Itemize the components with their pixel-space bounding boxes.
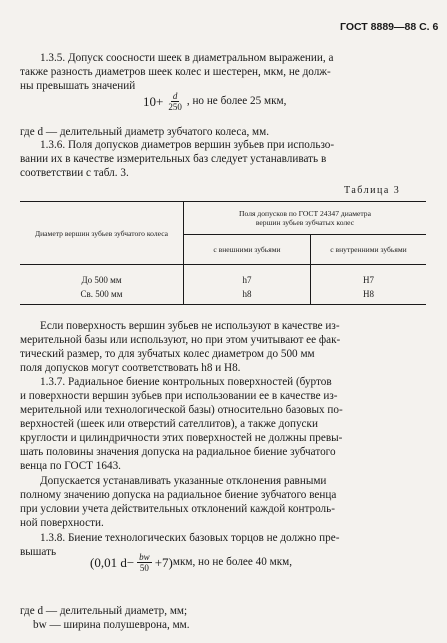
formula-2-denominator: 50 — [139, 563, 149, 573]
formula-1-left: 10+ — [143, 93, 164, 109]
formula-2-close: +7) — [154, 554, 173, 570]
table-row-2-external: h8 — [184, 285, 311, 305]
formula-2-fraction — [137, 552, 152, 573]
p135-line2: также разность диаметров шеек колес и шестерен, мкм, не долж- — [20, 66, 331, 78]
sub-header-internal: с внутренними зубьями — [311, 235, 427, 265]
p136-line2: вании их в качестве измерительных баз следует устанавливать в — [20, 153, 327, 165]
p137-line5: круглости и цилиндричности этих поверхностей не должны превы- — [20, 432, 343, 444]
col-header-diameter: Диаметр вершин зубьев зубчатого колеса — [20, 202, 184, 265]
para-after-line1: Если поверхность вершин зубьев не используют в качестве из- — [40, 320, 340, 332]
formula-1-numerator: d — [172, 91, 178, 101]
p135-line1: 1.3.5. Допуск соосности шеек в диаметральном выражении, а — [40, 52, 334, 64]
table-row-2-diameter: Св. 500 мм — [20, 285, 184, 305]
para-allowed-line3: при условии учета действительных отклонений каждой контроль- — [20, 503, 335, 515]
p137-line1: 1.3.7. Радиальное биение контрольных поверхностей (буртов — [40, 376, 332, 388]
table-row-1-external: h7 — [184, 265, 311, 285]
p136-line1: 1.3.6. Поля допусков диаметров вершин зубьев при использо- — [40, 139, 335, 151]
table-3 — [20, 201, 426, 305]
p136-line3: соответствии с табл. 3. — [20, 167, 129, 179]
group-header-line2: вершин зубьев зубчатых колес — [255, 218, 355, 227]
group-header-line1: Поля допусков по ГОСТ 24347 диаметра — [239, 209, 371, 218]
p137-line7: венца по ГОСТ 1643. — [20, 460, 121, 472]
formula-2 — [90, 552, 292, 573]
page-header: ГОСТ 8889—88 С. 6 — [340, 21, 439, 33]
p137-line6: шать половины значения допуска на радиальное биение зубчатого — [20, 446, 336, 458]
p138-where2: bw — ширина полушеврона, мм. — [33, 619, 190, 631]
formula-2-numerator: bw — [139, 552, 150, 562]
p135-line3: ны превышать значений — [20, 80, 136, 92]
p138-line2: вышать — [20, 546, 57, 558]
p135-where: где d — делительный диаметр зубчатого колеса, мм. — [20, 126, 270, 138]
para-allowed-line1: Допускается устанавливать указанные отклонения равными — [40, 475, 327, 487]
formula-1-denominator: 250 — [168, 102, 182, 112]
table-caption: Таблица 3 — [344, 185, 401, 196]
p137-line4: верхностей (шеек или отверстий сателлитов), а также допуски — [20, 418, 318, 430]
table-row-2-internal: H8 — [311, 285, 427, 305]
formula-2-right: мкм, но не более 40 мкм, — [172, 556, 292, 569]
para-after-line2: мерительной базы или используют, но при этом учитывают ее фак- — [20, 334, 341, 346]
p137-line2: и поверхности вершин зубьев при использовании ее в качестве из- — [20, 390, 338, 402]
table-row-1-diameter: До 500 мм — [20, 265, 184, 285]
p137-line3: мерительной или технологической базы) относительно базовых по- — [20, 404, 343, 416]
para-allowed-line2: полному значению допуска на радиальное биение зубчатого венца — [20, 489, 337, 501]
formula-1 — [143, 91, 286, 112]
formula-1-fraction — [166, 91, 184, 112]
group-header — [184, 202, 427, 235]
p138-where1: где d — делительный диаметр, мм; — [20, 605, 188, 617]
formula-1-right: , но не более 25 мкм, — [186, 95, 287, 108]
sub-header-external: с внешними зубьями — [184, 235, 311, 265]
table-row-1-internal: H7 — [363, 274, 374, 285]
para-allowed-line4: ной поверхности. — [20, 517, 104, 529]
para-after-line4: поля допусков могут соответствовать h8 и H8. — [20, 362, 241, 374]
para-after-line3: тический размер, то для зубчатых колес диаметром до 500 мм — [20, 348, 315, 360]
p138-line1: 1.3.8. Биение технологических базовых торцов не должно пре- — [40, 532, 340, 544]
formula-2-open: (0,01 d− — [90, 554, 135, 570]
